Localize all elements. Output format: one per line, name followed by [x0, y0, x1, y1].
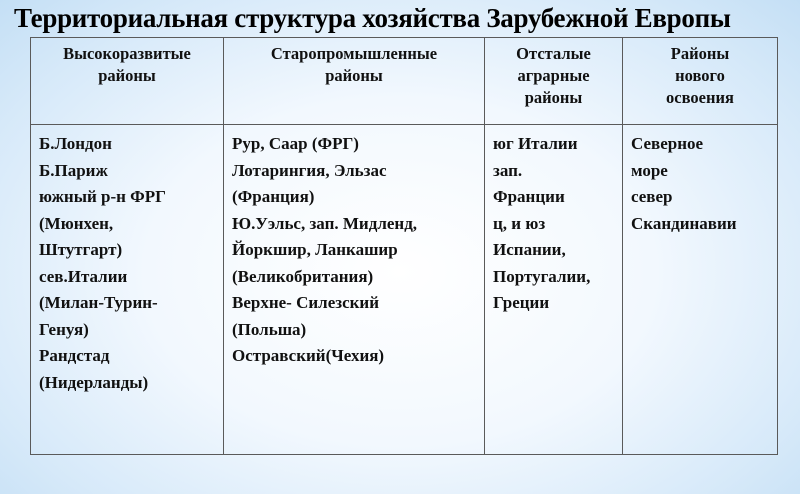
- header-line: районы: [98, 66, 156, 85]
- table-row: [31, 125, 778, 455]
- cell-line: южный р-н ФРГ: [39, 187, 166, 206]
- cell-line: Генуя): [39, 319, 89, 339]
- cell-line: Верхне- Силезский: [232, 293, 380, 312]
- cell-line: Португалии,: [493, 266, 591, 286]
- header-old-industrial-regions: [224, 38, 485, 125]
- cell-line: сев.Италии: [39, 266, 128, 286]
- cell-line: Лотарингия, Эльзас: [232, 160, 387, 180]
- cell-line: Рур, Саар (ФРГ): [232, 134, 359, 153]
- cell-line: Штутгарт): [39, 240, 123, 259]
- cell-line: (Нидерланды): [39, 372, 149, 392]
- cell-line: (Мюнхен,: [39, 213, 114, 233]
- header-line: Отсталые: [516, 44, 591, 63]
- cell-line: Б.Лондон: [39, 134, 112, 153]
- regions-table: [30, 37, 778, 455]
- cell-line: юг Италии: [493, 134, 578, 153]
- cell-line: (Милан-Турин-: [39, 293, 158, 312]
- cell-line: зап.: [493, 160, 523, 180]
- cell-line: Остравский(Чехия): [232, 346, 385, 365]
- cell-new-development-regions: [623, 125, 778, 455]
- cell-line: море: [631, 160, 668, 180]
- cell-line: (Франция): [232, 187, 315, 206]
- header-line: нового: [675, 66, 725, 85]
- cell-old-industrial-regions: [224, 125, 485, 455]
- cell-line: Йоркшир, Ланкашир: [232, 240, 398, 259]
- cell-line: (Великобритания): [232, 266, 374, 286]
- cell-line: Северное: [631, 134, 704, 153]
- header-developed-regions: [31, 38, 224, 125]
- header-line: Старопромышленные: [270, 44, 438, 63]
- header-line: Высокоразвитые: [63, 44, 191, 63]
- cell-line: Б.Париж: [39, 160, 108, 180]
- cell-line: Ю.Уэльс, зап. Мидленд,: [232, 213, 418, 233]
- header-line: освоения: [666, 88, 734, 107]
- cell-line: Скандинавии: [631, 213, 737, 233]
- header-new-development-regions: [623, 38, 778, 125]
- header-line: аграрные: [517, 66, 590, 85]
- header-backward-agrarian-regions: [485, 38, 623, 125]
- cell-line: Греции: [493, 293, 550, 312]
- cell-line: север: [631, 187, 673, 206]
- cell-line: Рандстад: [39, 346, 110, 365]
- cell-line: Испании,: [493, 240, 566, 259]
- cell-line: Франции: [493, 187, 565, 206]
- header-line: районы: [325, 66, 383, 85]
- header-line: районы: [524, 88, 583, 107]
- header-line: Районы: [670, 44, 730, 63]
- table-header-row: [31, 38, 778, 125]
- cell-line: ц, и юз: [493, 213, 546, 233]
- slide-title: Территориальная структура хозяйства Зарубежной Европы: [14, 3, 731, 33]
- cell-backward-agrarian-regions: [485, 125, 623, 455]
- cell-developed-regions: [31, 125, 224, 455]
- cell-line: (Польша): [232, 319, 307, 339]
